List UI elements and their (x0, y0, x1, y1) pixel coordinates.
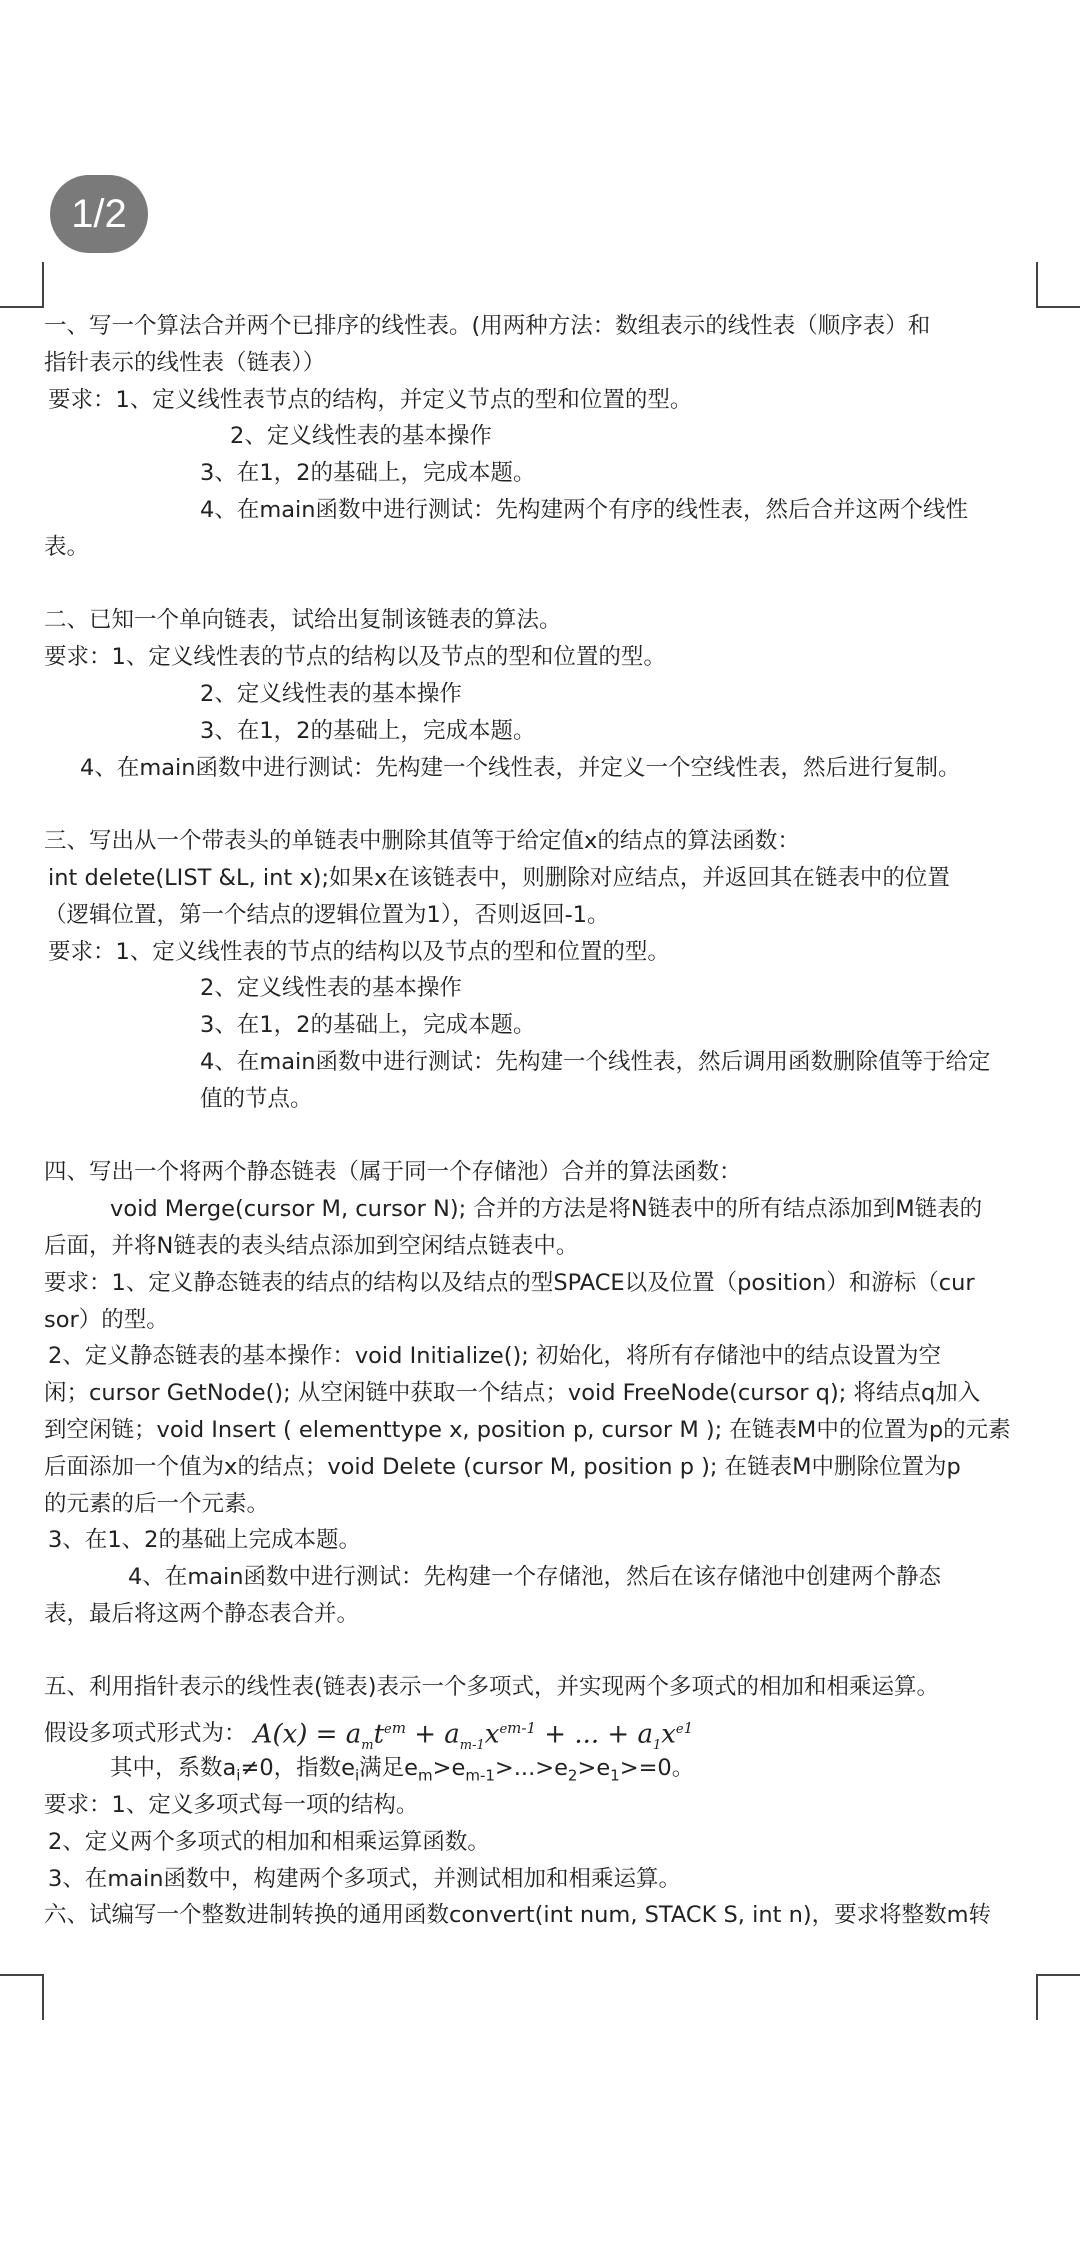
text-line: 值的节点。 (200, 1085, 313, 1112)
text-line: 要求：1、定义线性表节点的结构，并定义节点的型和位置的型。 (48, 386, 693, 413)
text-line: 2、定义两个多项式的相加和相乘运算函数。 (48, 1828, 490, 1855)
text-line: 2、定义线性表的基本操作 (230, 423, 492, 450)
text-line: 2、定义线性表的基本操作 (200, 975, 462, 1002)
text-line: int delete(LIST &L, int x);如果x在该链表中，则删除对应结点，并返回其在链表中的位置 (48, 864, 950, 891)
text-line: sor）的型。 (44, 1306, 169, 1333)
text-line: 3、在1，2的基础上，完成本题。 (200, 460, 536, 487)
text-line: 其中，系数$a_i\ne 0$，指数$e_i$满足$e_m>e_{m-1}>...>e_2>e_1>=0$。 (110, 1755, 695, 1785)
text-line: 二、已知一个单向链表，试给出复制该链表的算法。 (44, 607, 562, 634)
text-line: 要求：1、定义静态链表的结点的结构以及结点的型SPACE以及位置（position）和游标（cur (44, 1269, 975, 1296)
text-line: 要求：1、定义线性表的节点的结构以及节点的型和位置的型。 (48, 938, 670, 965)
polynomial-formula: $A(x) = a_mt^{em} + a_{m-1}x^{em-1}$ + ... + $a_1x^{e1}$ (253, 1719, 694, 1754)
text-line: 四、写出一个将两个静态链表（属于同一个存储池）合并的算法函数： (44, 1159, 742, 1186)
text-line: 五、利用指针表示的线性表(链表)表示一个多项式，并实现两个多项式的相加和相乘运算。 (44, 1674, 940, 1701)
text-line: 一、写一个算法合并两个已排序的线性表。(用两种方法：数组表示的线性表（顺序表）和 (44, 313, 931, 339)
text-line: 表，最后将这两个静态表合并。 (44, 1600, 360, 1627)
crop-mark-bottom-left (0, 1974, 44, 2020)
crop-mark-top-right (1036, 262, 1080, 308)
text-line: 2、定义静态链表的基本操作：void Initialize(); 初始化，将所有存储池中的结点设置为空 (48, 1343, 942, 1370)
text-line: 3、在main函数中，构建两个多项式，并测试相加和相乘运算。 (48, 1865, 682, 1892)
text-line: 4、在main函数中进行测试：先构建一个存储池，然后在该存储池中创建两个静态 (128, 1564, 942, 1591)
text-line: 3、在1、2的基础上完成本题。 (48, 1527, 361, 1554)
text-line: 三、写出从一个带表头的单链表中删除其值等于给定值x的结点的算法函数： (44, 828, 800, 855)
text-line: 2、定义线性表的基本操作 (200, 680, 462, 707)
text-line: 后面，并将N链表的表头结点添加到空闲结点链表中。 (44, 1232, 579, 1259)
crop-mark-top-left (0, 262, 44, 308)
text-line: 3、在1，2的基础上，完成本题。 (200, 1012, 536, 1039)
text-line: 闲；cursor GetNode(); 从空闲链中获取一个结点；void FreeNode(cursor q); 将结点q加入 (44, 1380, 981, 1407)
text-line: 的元素的后一个元素。 (44, 1490, 270, 1517)
text-line: （逻辑位置，第一个结点的逻辑位置为1），否则返回-1。 (44, 901, 610, 928)
text-line: 指针表示的线性表（链表）） (44, 349, 326, 376)
text-line: 要求：1、定义多项式每一项的结构。 (44, 1792, 419, 1819)
text-line: 4、在main函数中进行测试：先构建一个线性表，并定义一个空线性表，然后进行复制。 (80, 754, 961, 781)
text-line: 表。 (44, 533, 90, 560)
formula-line (44, 1706, 1044, 1754)
text-line: 要求：1、定义线性表的节点的结构以及节点的型和位置的型。 (44, 644, 666, 671)
crop-mark-bottom-right (1036, 1974, 1080, 2020)
text-line: 六、试编写一个整数进制转换的通用函数convert(int num, STACK S, int n)，要求将整数m转 (44, 1902, 992, 1929)
formula-intro: 假设多项式形式为： (44, 1720, 247, 1747)
text-line: 4、在main函数中进行测试：先构建一个线性表，然后调用函数删除值等于给定 (200, 1048, 991, 1075)
text-line: 到空闲链；void Insert ( elementtype x, position p, cursor M ); 在链表M中的位置为p的元素 (44, 1416, 1011, 1443)
page-indicator: 1/2 (50, 175, 148, 253)
text-line: 4、在main函数中进行测试：先构建两个有序的线性表，然后合并这两个线性 (200, 496, 969, 523)
text-line: 后面添加一个值为x的结点；void Delete (cursor M, position p ); 在链表M中删除位置为p (44, 1453, 961, 1480)
text-line: void Merge(cursor M, cursor N); 合并的方法是将N链表中的所有结点添加到M链表的 (110, 1196, 983, 1223)
text-line: 3、在1，2的基础上，完成本题。 (200, 717, 536, 744)
document-body (44, 308, 1044, 1934)
